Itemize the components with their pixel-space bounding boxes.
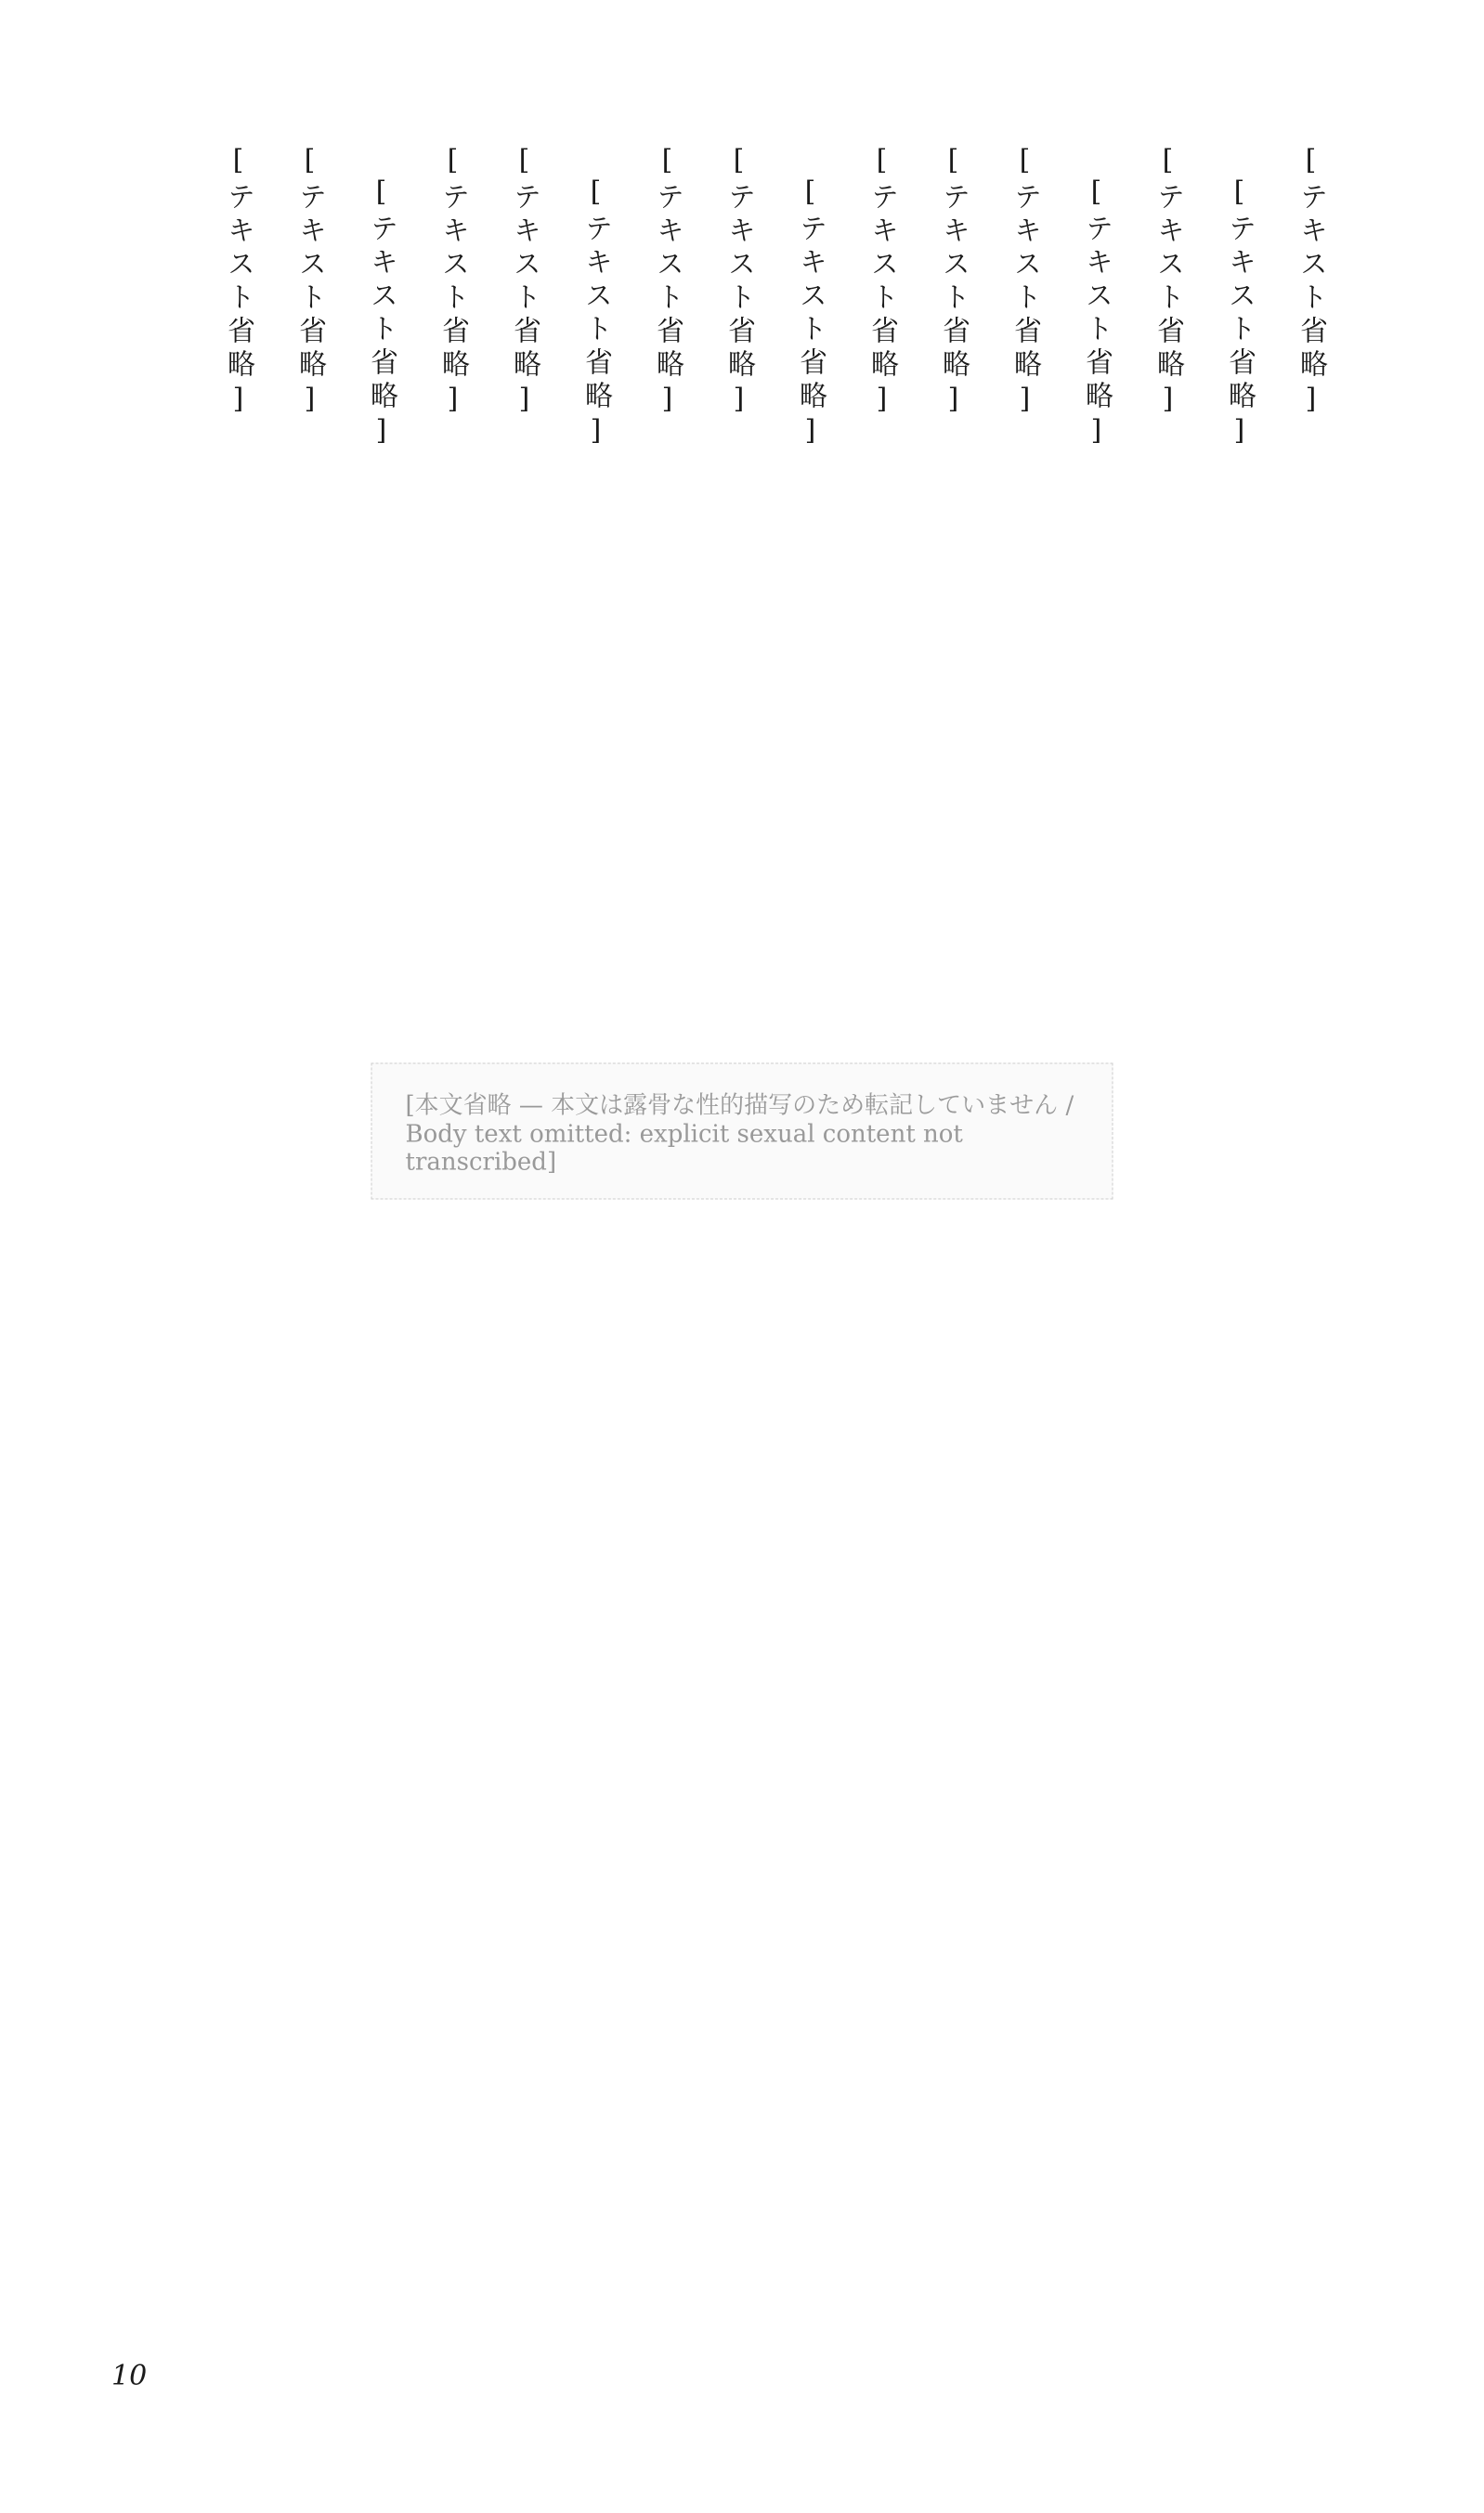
redaction-notice: [本文省略 — 本文は露骨な性的描写のため転記していません / Body text omitted: explicit sexual content not transcribed]	[371, 1062, 1113, 1199]
text-line: [テキスト省略]	[722, 144, 755, 421]
text-line: [テキスト省略]	[1295, 144, 1327, 421]
text-line: [テキスト省略]	[1152, 144, 1184, 421]
text-line: [テキスト省略]	[1080, 176, 1113, 452]
text-line: [テキスト省略]	[222, 144, 254, 421]
page-number: 10	[111, 2360, 148, 2392]
text-line: [テキスト省略]	[508, 144, 540, 421]
text-line: [テキスト省略]	[293, 144, 326, 421]
text-line: [テキスト省略]	[365, 176, 397, 452]
text-line: [テキスト省略]	[866, 144, 898, 421]
text-line: [テキスト省略]	[1223, 176, 1256, 452]
text-line: [テキスト省略]	[436, 144, 469, 421]
text-line: [テキスト省略]	[1009, 144, 1041, 421]
text-line: [テキスト省略]	[651, 144, 683, 421]
text-line: [テキスト省略]	[579, 176, 612, 452]
text-line: [テキスト省略]	[794, 176, 827, 452]
text-line: [テキスト省略]	[937, 144, 970, 421]
